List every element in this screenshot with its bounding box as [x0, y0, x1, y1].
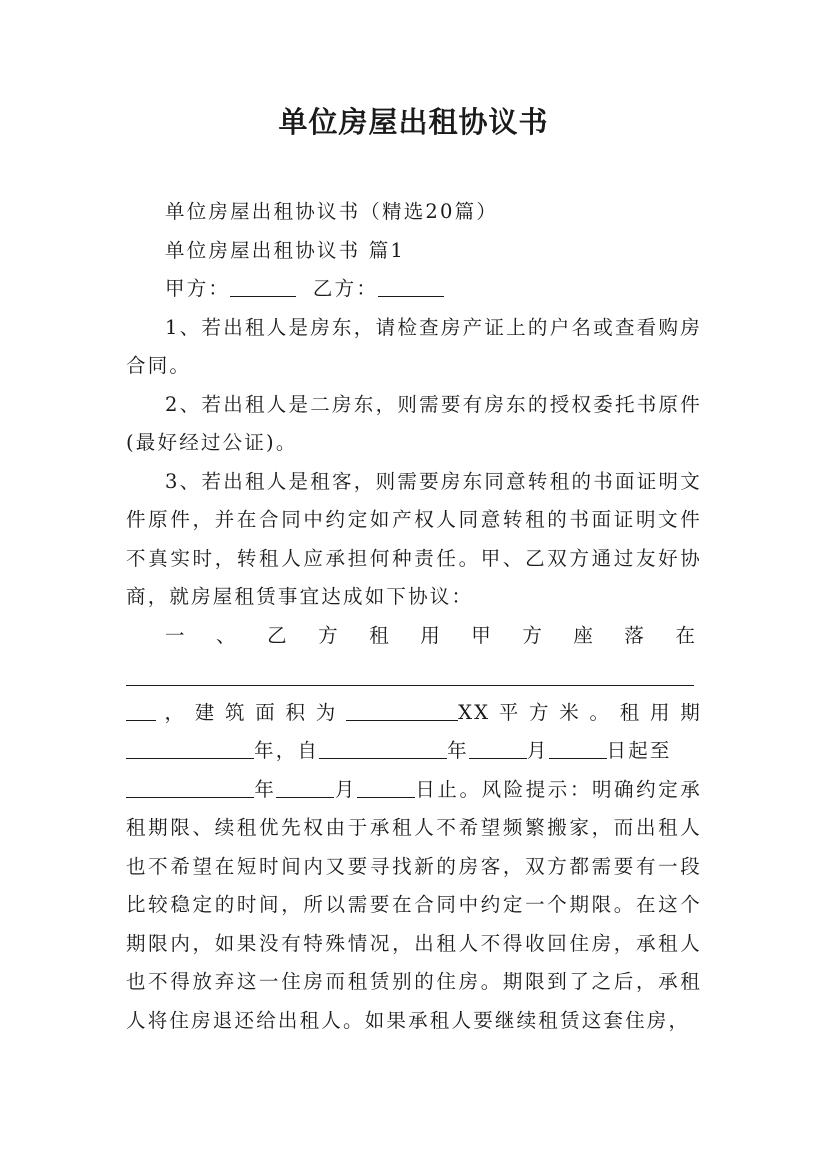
year-label-2: 年 [447, 739, 469, 762]
area-value: XX [458, 700, 491, 724]
day-label-1: 日起至 [606, 739, 672, 762]
start-day-blank [549, 739, 607, 760]
start-year-blank [319, 739, 447, 760]
item-2: 2、若出租人是二房东，则需要有房东的授权委托书原件(最好经过公证)。 [126, 392, 702, 454]
area-blank [346, 700, 458, 721]
end-month-blank [276, 777, 334, 798]
party-a-label: 甲方： [165, 277, 231, 300]
end-and-risk-text: 日止。风险提示：明确约定承租期限、续租优先权由于承租人不希望频繁搬家，而出租人也不希望在短时间内又要寻找新的房客，双方都需要有一段比较稳定的时间，所以需要在合同中约定一个期限。在这个期限内，如果没有特殊情况，出租人不得收回住房，承租人也不得放弃这一住房而租赁别的住房。期限到了之后，承租人将住房退还给出租人。如果承租人要继续租赁这套住房， [126, 777, 702, 1032]
party-b-label: 乙方： [312, 277, 379, 300]
location-blank-line [126, 655, 702, 694]
item-3: 3、若出租人是租客，则需要房东同意转租的书面证明文件原件，并在合同中约定如产权人同意转租的书面证明文件不真实时，转租人应承担何种责任。甲、乙双方通过友好协商，就房屋租赁事宜达成如下协议： [126, 469, 702, 608]
end-year-blank [126, 777, 254, 798]
document-body [126, 193, 702, 1040]
item-1: 1、若出租人是房东，请检查房产证上的户名或查看购房合同。 [126, 315, 702, 377]
subtitle-line: 单位房屋出租协议书（精选20篇） [165, 200, 499, 223]
year-label-3: 年 [254, 777, 277, 801]
month-label-1: 月 [526, 739, 549, 762]
location-blank-tail [126, 700, 156, 721]
period-end-paragraph [126, 771, 702, 1041]
party-a-blank [230, 277, 296, 298]
clause-one-lead: 一、乙方租用甲方座落在 [165, 623, 702, 647]
area-line [126, 694, 702, 733]
month-label-2: 月 [334, 777, 357, 801]
area-label: ，建筑面积为 [156, 700, 347, 724]
party-gap [296, 277, 313, 300]
start-month-blank [469, 739, 527, 760]
section-heading: 单位房屋出租协议书 篇1 [165, 238, 406, 262]
area-unit: 平方米。租用期 [490, 700, 702, 724]
year-from-label: 年，自 [254, 739, 320, 762]
party-b-blank [378, 277, 444, 298]
end-day-blank [357, 777, 415, 798]
period-start-line [126, 732, 702, 771]
term-years-blank [126, 739, 254, 760]
parties-line [126, 270, 702, 309]
document-title: 单位房屋出租协议书 [278, 105, 549, 139]
